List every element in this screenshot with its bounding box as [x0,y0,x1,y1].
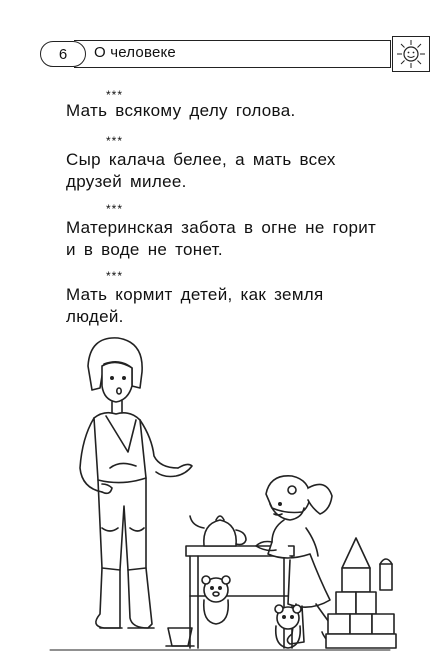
block-tower [326,538,396,648]
proverb-line: и в воде не тонет. [66,240,223,259]
proverb-3 [66,217,406,261]
proverb-line: Сыр калача белее, а мать всех [66,150,336,169]
proverb-separator: *** [106,134,124,148]
proverb-4 [66,284,406,328]
page-number: 6 [40,41,86,67]
sun-icon [392,36,430,72]
proverb-line: Мать кормит детей, как земля [66,285,324,304]
page-header [40,40,432,70]
proverb-1 [66,100,406,122]
mother-and-child-illustration [40,328,400,658]
proverb-line: друзей милее. [66,172,187,191]
proverb-separator: *** [106,88,124,102]
proverb-line: Материнская забота в огне не горит [66,218,377,237]
mother-figure [80,338,192,628]
proverb-2 [66,149,406,193]
section-title: О человеке [94,44,176,61]
proverb-line: Мать всякому делу голова. [66,101,296,120]
proverb-separator: *** [106,202,124,216]
teddy-bear [202,576,230,624]
proverb-line: людей. [66,307,124,326]
proverb-separator: *** [106,269,124,283]
